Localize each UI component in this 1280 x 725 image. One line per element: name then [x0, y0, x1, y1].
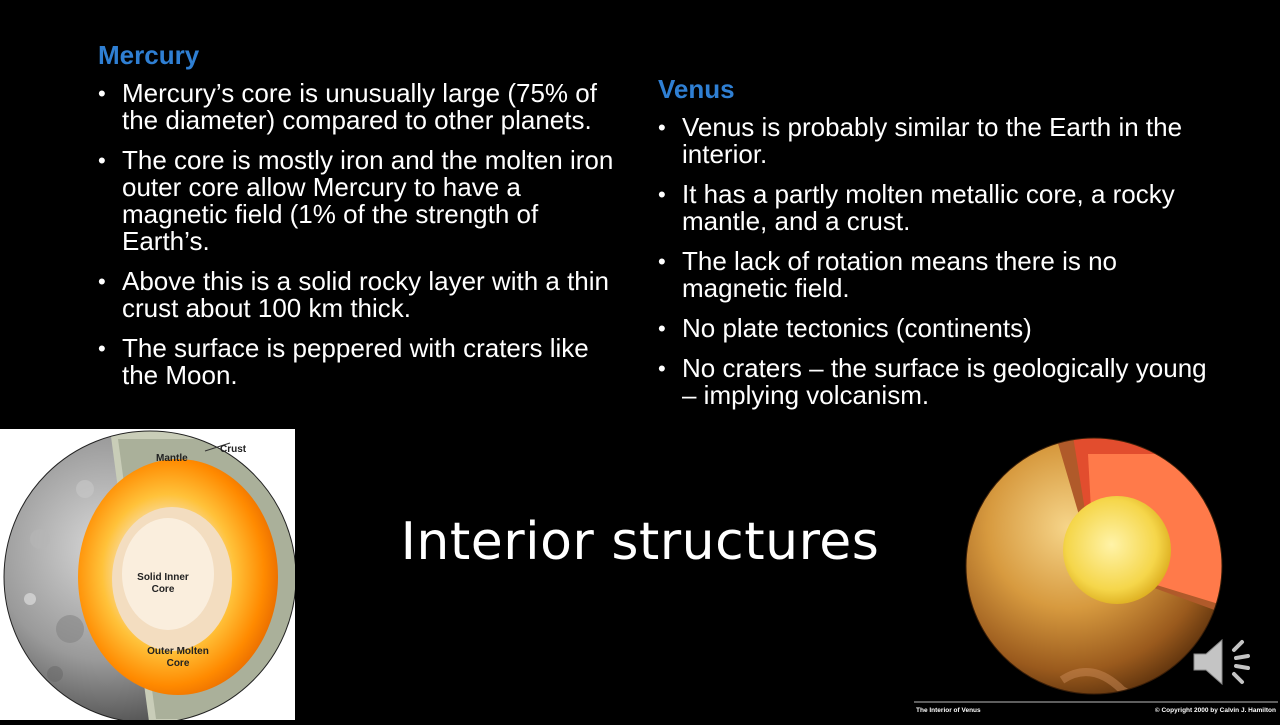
list-item — [658, 315, 1218, 342]
bullet-glyph: • — [658, 115, 666, 140]
bullet-glyph: • — [658, 249, 666, 274]
inner-core-label-line2: Core — [151, 584, 175, 595]
list-item — [658, 114, 1218, 168]
mercury-bullet-list — [98, 80, 628, 389]
outer-core-label-line1: Outer Molten — [147, 646, 209, 657]
venus-heading: Venus — [658, 74, 735, 104]
venus-bullet-list — [658, 114, 1218, 409]
venus-caption-copyright: © Copyright 2000 by Calvin J. Hamilton — [1154, 707, 1276, 714]
bullet-glyph: • — [98, 81, 106, 106]
bullet-glyph: • — [658, 356, 666, 381]
list-item — [98, 268, 628, 322]
bullet-text: Mercury’s core is unusually large (75% of the diameter) compared to other planets. — [122, 78, 597, 135]
list-item — [658, 181, 1218, 235]
mercury-column — [98, 40, 628, 402]
bullet-glyph: • — [98, 148, 106, 173]
list-item — [98, 335, 628, 389]
list-item — [98, 80, 628, 134]
bullet-text: It has a partly molten metallic core, a rocky mantle, and a crust. — [682, 179, 1175, 236]
bullet-text: The lack of rotation means there is no magnetic field. — [682, 246, 1118, 303]
inner-core-label-line1: Solid Inner — [137, 572, 189, 583]
mantle-label: Mantle — [156, 453, 188, 464]
bullet-glyph: • — [98, 269, 106, 294]
speaker-icon[interactable] — [1190, 632, 1254, 692]
slide-title: Interior structures — [400, 512, 880, 572]
bullet-text: The surface is peppered with craters like the Moon. — [122, 333, 589, 390]
outer-core-label-line2: Core — [166, 658, 190, 669]
bullet-text: Venus is probably similar to the Earth in the interior. — [682, 112, 1183, 169]
crust-label: Crust — [220, 444, 247, 455]
bullet-text: Above this is a solid rocky layer with a thin crust about 100 km thick. — [122, 266, 609, 323]
list-item — [658, 248, 1218, 302]
mercury-heading: Mercury — [98, 40, 200, 70]
list-item — [98, 147, 628, 255]
venus-caption-title: The Interior of Venus — [916, 707, 981, 714]
bullet-text: The core is mostly iron and the molten iron outer core allow Mercury to have a magnetic field (1% of the strength of Earth’s. — [122, 145, 614, 256]
venus-column — [658, 74, 1218, 422]
bullet-glyph: • — [658, 316, 666, 341]
bullet-glyph: • — [658, 182, 666, 207]
bullet-glyph: • — [98, 336, 106, 361]
bullet-text: No plate tectonics (continents) — [682, 313, 1032, 343]
list-item — [658, 355, 1218, 409]
mercury-interior-image — [0, 429, 295, 720]
mercury-cutaway-drawing — [0, 429, 295, 720]
bullet-text: No craters – the surface is geologically young – implying volcanism. — [682, 353, 1207, 410]
